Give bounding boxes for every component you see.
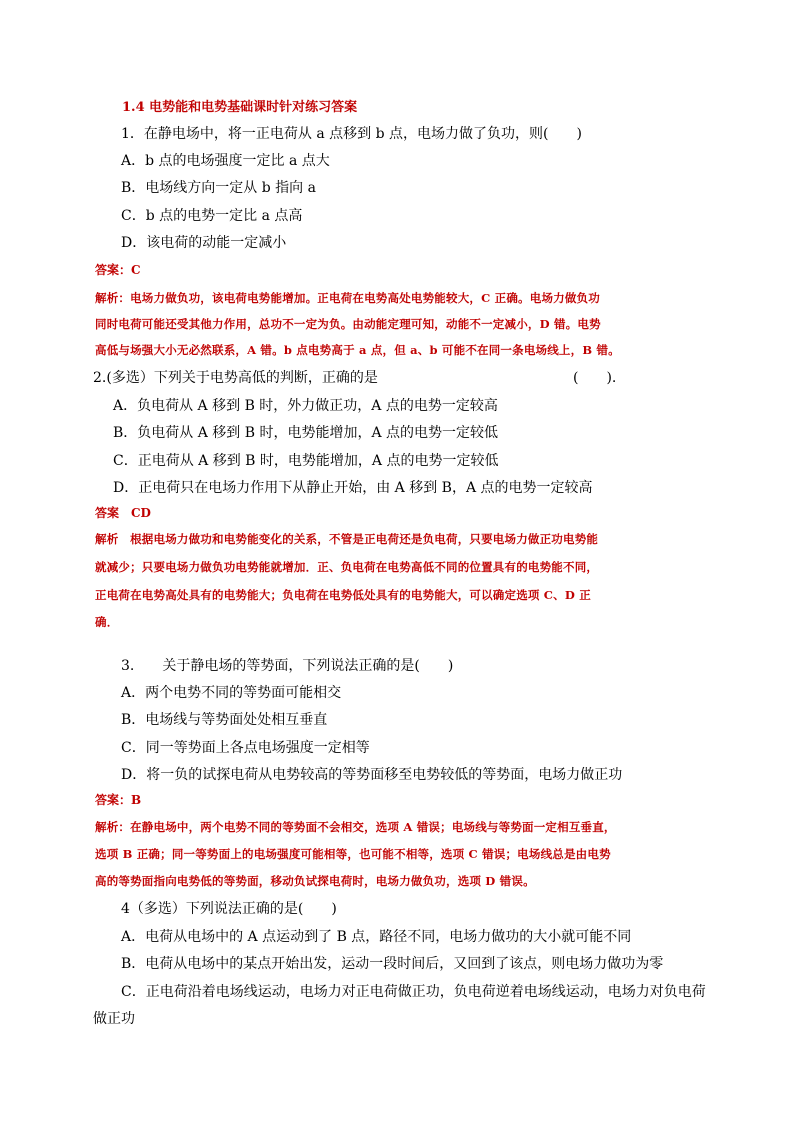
q1-answer: 答案：C <box>95 263 141 277</box>
q2-explanation-line: 确． <box>95 615 119 629</box>
q2-bracket: ( ). <box>573 370 617 386</box>
q1-option-b: B．电场线方向一定从 b 指向 a <box>121 180 316 196</box>
q1-option-a: A．b 点的电场强度一定比 a 点大 <box>121 153 330 169</box>
q3-option-b: B．电场线与等势面处处相互垂直 <box>121 712 328 728</box>
q2-option-b: B．负电荷从 A 移到 B 时，电势能增加，A 点的电势一定较低 <box>113 425 499 441</box>
q4-stem: 4（多选）下列说法正确的是( ) <box>121 901 337 917</box>
q3-option-a: A．两个电势不同的等势面可能相交 <box>121 685 342 701</box>
q4-option-b: B．电荷从电场中的某点开始出发，运动一段时间后，又回到了该点，则电场力做功为零 <box>121 956 664 972</box>
q2-option-c: C．正电荷从 A 移到 B 时，电势能增加，A 点的电势一定较低 <box>113 453 499 469</box>
q3-option-c: C．同一等势面上各点电场强度一定相等 <box>121 740 370 756</box>
q1-stem: 1．在静电场中，将一正电荷从 a 点移到 b 点，电场力做了负功，则( ) <box>121 126 582 142</box>
q4-option-a: A．电荷从电场中的 A 点运动到了 B 点，路径不同，电场力做功的大小就可能不同 <box>121 929 632 945</box>
q3-option-d: D．将一负的试探电荷从电势较高的等势面移至电势较低的等势面，电场力做正功 <box>121 767 623 783</box>
q2-explanation-line: 就减少；只要电场力做负功电势能就增加．正、负电荷在电势高低不同的位置具有的电势能不同， <box>95 560 599 574</box>
q1-option-d: D．该电荷的动能一定减小 <box>121 235 287 251</box>
q4-option-c-continuation: 做正功 <box>93 1011 135 1027</box>
q1-explanation-line: 解析：电场力做负功，该电荷电势能增加。正电荷在电势高处电势能较大，C 正确。电场力做负功 <box>95 291 600 305</box>
q4-option-c: C．正电荷沿着电场线运动，电场力对正电荷做正功，负电荷逆着电场线运动，电场力对负电荷 <box>121 984 706 1000</box>
q2-explanation-line: 解析 根据电场力做功和电势能变化的关系，不管是正电荷还是负电荷，只要电场力做正功电势能 <box>95 532 599 546</box>
q1-explanation-line: 同时电荷可能还受其他力作用，总功不一定为负。由动能定理可知，动能不一定减小，D 错。电势 <box>95 317 601 331</box>
q2-option-a: A．负电荷从 A 移到 B 时，外力做正功，A 点的电势一定较高 <box>113 398 498 414</box>
q2-explanation-line: 正电荷在电势高处具有的电势能大；负电荷在电势低处具有的电势能大，可以确定选项 C、D 正 <box>95 588 591 602</box>
q3-explanation-line: 解析：在静电场中，两个电势不同的等势面不会相交，选项 A 错误；电场线与等势面一定相互垂直， <box>95 820 616 834</box>
q3-explanation-line: 高的等势面指向电势低的等势面，移动负试探电荷时，电场力做负功，选项 D 错误。 <box>95 874 535 888</box>
q2-answer: 答案 CD <box>95 506 151 520</box>
q3-stem: 3. 关于静电场的等势面，下列说法正确的是( ) <box>121 658 454 674</box>
q3-explanation-line: 选项 B 正确；同一等势面上的电场强度可能相等，也可能不相等，选项 C 错误；电场线总是由电势 <box>95 847 611 861</box>
q2-option-d: D．正电荷只在电场力作用下从静止开始，由 A 移到 B，A 点的电势一定较高 <box>113 480 593 496</box>
q1-explanation-line: 高低与场强大小无必然联系，A 错。b 点电势高于 a 点，但 a、b 可能不在同一条电场线上，B 错。 <box>95 343 620 357</box>
page-title: 1.4 电势能和电势基础课时针对练习答案 <box>122 100 358 115</box>
q2-stem: 2.(多选）下列关于电势高低的判断，正确的是 <box>93 370 378 386</box>
q3-answer: 答案：B <box>95 793 142 807</box>
q1-option-c: C．b 点的电势一定比 a 点高 <box>121 208 303 224</box>
